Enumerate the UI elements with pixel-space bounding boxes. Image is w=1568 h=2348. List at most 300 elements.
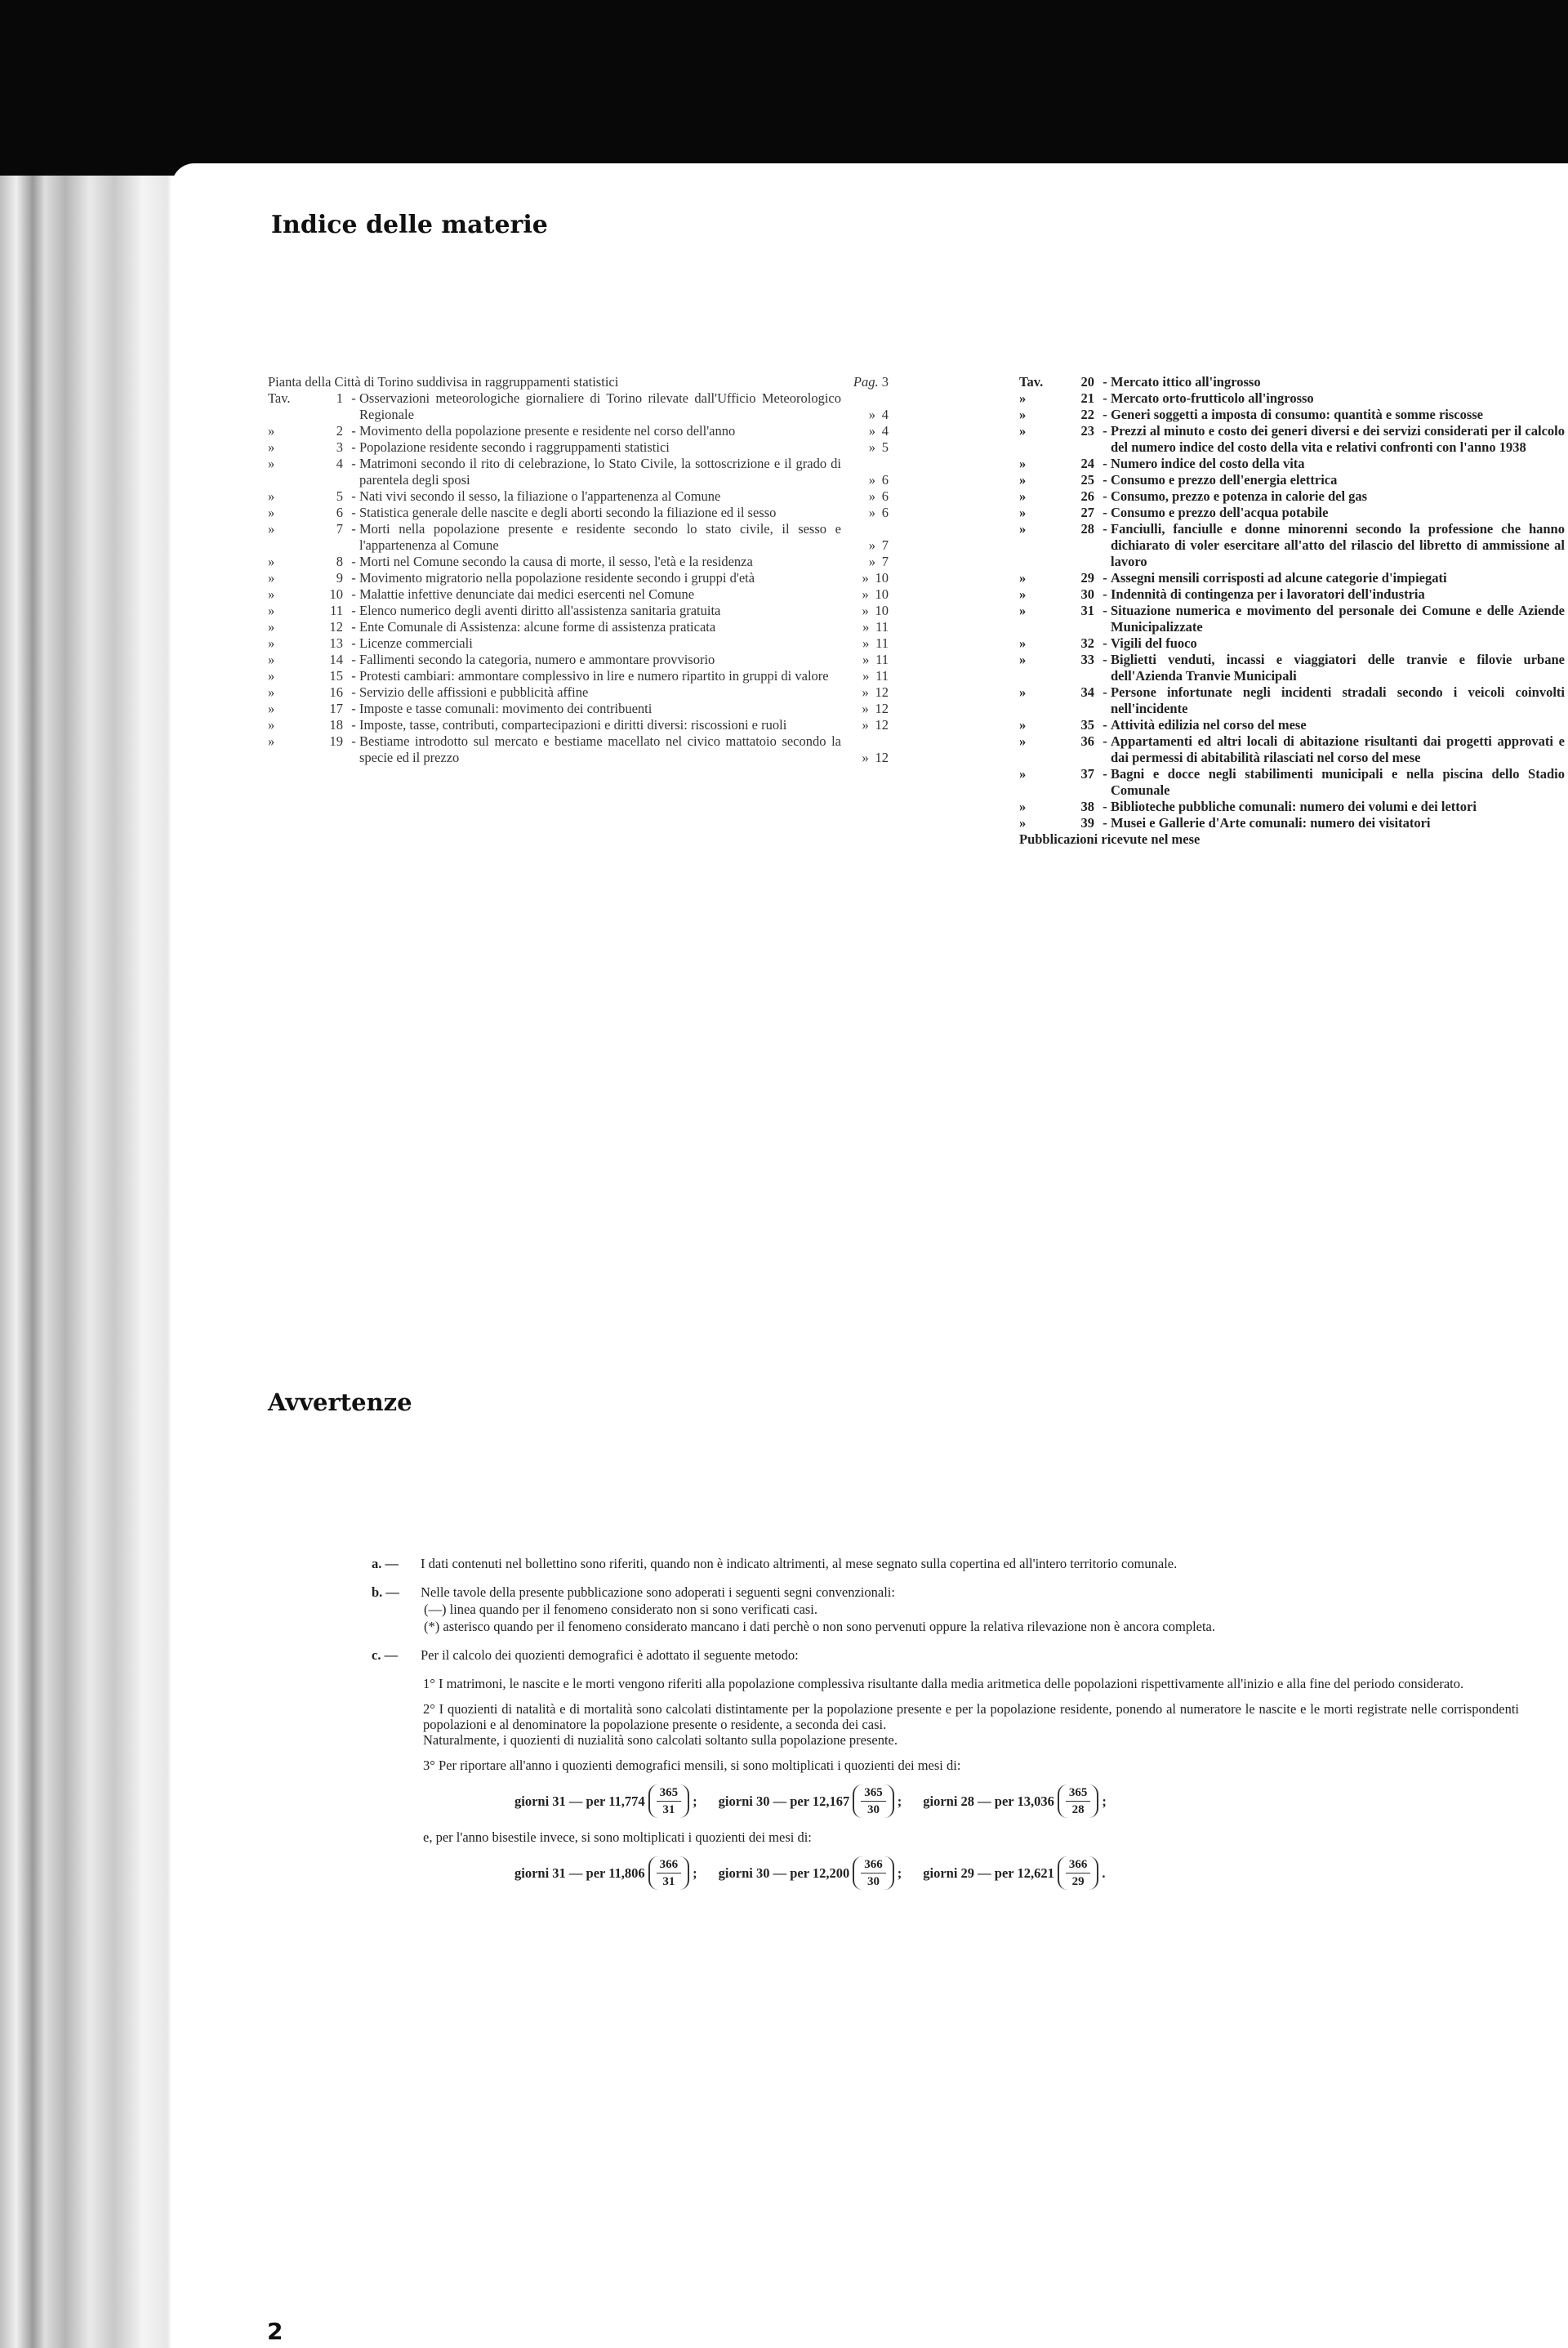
index-entry-text: Matrimoni secondo il rito di celebrazione, lo Stato Civile, la sottoscrizione e il grado di parentela degli sposi bbox=[359, 456, 841, 488]
tav-label: » bbox=[1019, 570, 1027, 586]
index-entry-text: Elenco numerico degli aventi diritto all'assistenza sanitaria gratuita bbox=[359, 603, 721, 618]
index-entry bbox=[268, 390, 889, 423]
index-entry-page bbox=[841, 586, 889, 603]
formula-label: giorni 31 — per 11,774 bbox=[514, 1793, 645, 1809]
index-entry-text: Imposte, tasse, contributi, compartecipazioni e diritti diversi: riscossioni e ruoli bbox=[359, 717, 787, 733]
fraction-numerator: 365 bbox=[1066, 1784, 1091, 1802]
entry-dash: - bbox=[351, 619, 356, 635]
page-guillemet: » bbox=[862, 684, 869, 700]
entry-dash: - bbox=[1102, 570, 1107, 586]
page-value: 11 bbox=[875, 635, 889, 651]
page-guillemet: » bbox=[868, 472, 875, 488]
tav-number: 26 bbox=[1080, 488, 1094, 504]
index-entry-text: Assegni mensili corrisposti ad alcune categorie d'impiegati bbox=[1111, 570, 1447, 586]
tav-number: 20 bbox=[1080, 374, 1094, 390]
tav-number: 39 bbox=[1080, 815, 1094, 831]
index-entry-text: Consumo e prezzo dell'acqua potabile bbox=[1111, 505, 1329, 520]
tav-label: » bbox=[1019, 603, 1027, 618]
entry-dash: - bbox=[351, 439, 356, 455]
fraction-numerator: 365 bbox=[657, 1784, 682, 1802]
index-entry bbox=[1019, 407, 1565, 423]
index-entry-text: Movimento migratorio nella popolazione residente secondo i gruppi d'età bbox=[359, 570, 755, 586]
index-entry-text: Ente Comunale di Assistenza: alcune forme di assistenza praticata bbox=[359, 619, 716, 635]
entry-dash: - bbox=[1102, 374, 1107, 390]
tav-number: 5 bbox=[336, 488, 343, 504]
note-b-mark: b. — bbox=[372, 1584, 399, 1600]
tav-number: 33 bbox=[1080, 652, 1094, 667]
page-value: 11 bbox=[875, 652, 889, 667]
index-entry-text: Biglietti venduti, incassi e viaggiatori delle tranvie e filovie urbane dell'Azienda Tranvie Municipali bbox=[1111, 652, 1565, 684]
entry-dash: - bbox=[351, 603, 356, 618]
formula-label: giorni 29 — per 12,621 bbox=[923, 1865, 1054, 1881]
index-entry-page bbox=[841, 423, 889, 439]
formula-row-leap-year bbox=[514, 1856, 1519, 1890]
tav-number: 38 bbox=[1080, 799, 1094, 814]
index-entry-text: Situazione numerica e movimento del personale dei Comune e delle Aziende Municipalizzate bbox=[1111, 603, 1565, 635]
index-entry bbox=[268, 505, 889, 521]
index-entry bbox=[1019, 390, 1565, 407]
index-entry-page bbox=[841, 488, 889, 505]
index-entry bbox=[1019, 521, 1565, 570]
tav-label: » bbox=[268, 701, 275, 716]
tav-number: 35 bbox=[1080, 717, 1094, 733]
note-c-point-1 bbox=[423, 1676, 1519, 1691]
tav-number: 2 bbox=[336, 423, 343, 439]
index-entry bbox=[1019, 717, 1565, 733]
note-a bbox=[372, 1556, 1519, 1573]
index-footer bbox=[1019, 831, 1565, 848]
entry-dash: - bbox=[1102, 472, 1107, 488]
page-value: 11 bbox=[875, 668, 889, 684]
index-entry bbox=[268, 521, 889, 554]
tav-number: 8 bbox=[336, 554, 343, 569]
tav-label: » bbox=[1019, 799, 1027, 814]
index-entry-pianta bbox=[268, 374, 889, 390]
scan-top-band bbox=[0, 0, 1568, 176]
index-footer-text: Pubblicazioni ricevute nel mese bbox=[1019, 831, 1200, 847]
index-entry-page bbox=[841, 570, 889, 586]
page-value: 10 bbox=[875, 603, 889, 618]
page-value: 12 bbox=[875, 701, 889, 716]
entry-dash: - bbox=[351, 488, 356, 504]
tav-label: » bbox=[1019, 815, 1027, 831]
formula-row-normal-year bbox=[514, 1784, 1519, 1818]
tav-number: 21 bbox=[1080, 390, 1094, 406]
index-entry-text: Consumo, prezzo e potenza in calorie del gas bbox=[1111, 488, 1368, 504]
page-value: 11 bbox=[875, 619, 889, 635]
pag-label: Pag. bbox=[853, 374, 879, 390]
index-entry bbox=[1019, 684, 1565, 717]
entry-dash: - bbox=[351, 717, 356, 733]
page-guillemet: » bbox=[862, 635, 870, 651]
page-guillemet: » bbox=[868, 505, 875, 520]
page-value: 6 bbox=[881, 472, 889, 488]
entry-dash: - bbox=[351, 456, 356, 471]
tav-label: » bbox=[268, 635, 275, 651]
index-entry bbox=[1019, 586, 1565, 603]
index-entry-page bbox=[841, 652, 889, 668]
note-c-point-4 bbox=[423, 1829, 1519, 1845]
entry-dash: - bbox=[1102, 684, 1107, 700]
tav-label: » bbox=[268, 733, 275, 749]
fraction-denominator: 30 bbox=[867, 1803, 880, 1816]
tav-number: 13 bbox=[329, 635, 343, 651]
note-c-2b-text: Naturalmente, i quozienti di nuzialità sono calcolati soltanto sulla popolazione presente. bbox=[423, 1732, 898, 1748]
page-value: 12 bbox=[875, 684, 889, 700]
index-entry-text: Bestiame introdotto sul mercato e bestiame macellato nel civico mattatoio secondo la specie ed il prezzo bbox=[359, 733, 841, 765]
tav-label: » bbox=[1019, 456, 1027, 471]
index-entry-text: Morti nella popolazione presente e residente secondo lo stato civile, il sesso e l'appartenenza al Comune bbox=[359, 521, 841, 553]
index-entry-text: Osservazioni meteorologiche giornaliere di Torino rilevate dall'Ufficio Meteorologico Regionale bbox=[359, 390, 841, 422]
index-entry-text: Attività edilizia nel corso del mese bbox=[1111, 717, 1307, 733]
index-entry-text: Fallimenti secondo la categoria, numero e ammontare provvisorio bbox=[359, 652, 715, 667]
index-entry bbox=[268, 554, 889, 570]
tav-number: 12 bbox=[329, 619, 343, 635]
note-c-2a-text: 2° I quozienti di natalità e di mortalità sono calcolati distintamente per la popolazione presente e per la popolazione residente, ponendo al numeratore le nascite e le morti registrate nelle corrispondenti popolazioni e al denominatore la popolazione presente o residente, a seconda dei casi. bbox=[423, 1701, 1519, 1732]
index-entry-text: Pianta della Città di Torino suddivisa in raggruppamenti statistici bbox=[268, 374, 619, 390]
entry-dash: - bbox=[1102, 652, 1107, 667]
note-c-4-text: e, per l'anno bisestile invece, si sono moltiplicati i quozienti dei mesi di: bbox=[423, 1829, 812, 1845]
index-entry bbox=[1019, 603, 1565, 635]
index-entry bbox=[1019, 652, 1565, 684]
tav-label: Tav. bbox=[1019, 374, 1044, 390]
tav-label: » bbox=[1019, 488, 1027, 504]
note-c bbox=[372, 1647, 1519, 1664]
tav-number: 32 bbox=[1080, 635, 1094, 651]
entry-dash: - bbox=[351, 505, 356, 520]
index-entry bbox=[268, 488, 889, 505]
tav-number: 31 bbox=[1080, 603, 1094, 618]
page-guillemet: » bbox=[862, 668, 870, 684]
fraction-denominator: 31 bbox=[662, 1803, 675, 1816]
tav-label: » bbox=[1019, 407, 1027, 422]
index-left-column bbox=[268, 374, 889, 766]
index-entry-text: Imposte e tasse comunali: movimento dei contribuenti bbox=[359, 701, 653, 716]
tav-number: 16 bbox=[329, 684, 343, 700]
entry-dash: - bbox=[1102, 390, 1107, 406]
page-guillemet: » bbox=[862, 717, 869, 733]
formula-separator: ; bbox=[897, 1793, 902, 1809]
index-entry bbox=[1019, 472, 1565, 488]
tav-number: 17 bbox=[329, 701, 343, 716]
page-guillemet: » bbox=[862, 619, 870, 635]
index-entry-text: Movimento della popolazione presente e residente nel corso dell'anno bbox=[359, 423, 736, 439]
tav-label: » bbox=[1019, 766, 1027, 782]
index-right-column bbox=[1019, 374, 1565, 848]
index-entry-text: Morti nel Comune secondo la causa di morte, il sesso, l'età e la residenza bbox=[359, 554, 753, 569]
index-entry-text: Statistica generale delle nascite e degli aborti secondo la filiazione ed il sesso bbox=[359, 505, 777, 520]
index-entry-page bbox=[841, 472, 889, 488]
formula-label: giorni 30 — per 12,200 bbox=[718, 1865, 850, 1881]
index-entry bbox=[268, 570, 889, 586]
index-entry bbox=[1019, 488, 1565, 505]
index-entry-page bbox=[841, 701, 889, 717]
index-entry bbox=[1019, 766, 1565, 799]
page-value: 7 bbox=[881, 537, 889, 553]
tav-number: 37 bbox=[1080, 766, 1094, 782]
index-entry bbox=[268, 684, 889, 701]
page-guillemet: » bbox=[862, 652, 870, 667]
formula-term bbox=[923, 1856, 1105, 1890]
entry-dash: - bbox=[1102, 815, 1107, 831]
note-c-3-text: 3° Per riportare all'anno i quozienti demografici mensili, si sono moltiplicati i quozienti dei mesi di: bbox=[423, 1758, 961, 1773]
index-entry bbox=[268, 586, 889, 603]
page-guillemet: » bbox=[868, 554, 875, 569]
entry-dash: - bbox=[1102, 505, 1107, 520]
tav-number: 29 bbox=[1080, 570, 1094, 586]
tav-label: » bbox=[1019, 505, 1027, 520]
tav-label: » bbox=[268, 439, 275, 455]
formula-term bbox=[923, 1784, 1107, 1818]
tav-label: » bbox=[268, 456, 275, 471]
fraction bbox=[1058, 1856, 1099, 1890]
index-entry-page bbox=[841, 554, 889, 570]
tav-label: » bbox=[268, 603, 275, 618]
index-entry bbox=[268, 668, 889, 684]
page-value: 12 bbox=[875, 717, 889, 733]
index-entry-text: Mercato ittico all'ingrosso bbox=[1111, 374, 1261, 390]
entry-dash: - bbox=[1102, 521, 1107, 537]
page-value: 7 bbox=[881, 554, 889, 569]
tav-number: 23 bbox=[1080, 423, 1094, 439]
page-guillemet: » bbox=[862, 586, 869, 602]
tav-label: » bbox=[268, 668, 275, 684]
index-entry-text: Nati vivi secondo il sesso, la filiazione o l'appartenenza al Comune bbox=[359, 488, 721, 504]
index-entry-text: Prezzi al minuto e costo dei generi diversi e dei servizi considerati per il calcolo del numero indice del costo della vita e relativi confronti con l'anno 1938 bbox=[1111, 423, 1565, 455]
formula-label: giorni 30 — per 12,167 bbox=[718, 1793, 850, 1809]
entry-dash: - bbox=[351, 684, 356, 700]
tav-label: » bbox=[1019, 635, 1027, 651]
tav-number: 28 bbox=[1080, 521, 1094, 537]
index-entry-page bbox=[841, 717, 889, 733]
fraction-denominator: 28 bbox=[1071, 1803, 1085, 1816]
index-entry-page bbox=[841, 603, 889, 619]
fraction-numerator: 366 bbox=[861, 1856, 886, 1873]
index-entry-text: Mercato orto-frutticolo all'ingrosso bbox=[1111, 390, 1314, 406]
tav-number: 10 bbox=[329, 586, 343, 602]
index-entry-text: Biblioteche pubbliche comunali: numero dei volumi e dei lettori bbox=[1111, 799, 1477, 814]
tav-label: » bbox=[268, 652, 275, 667]
note-b bbox=[372, 1584, 1519, 1636]
page-value: 12 bbox=[875, 750, 889, 765]
index-entry bbox=[268, 423, 889, 439]
index-right-entries bbox=[1019, 374, 1565, 831]
index-entry bbox=[1019, 423, 1565, 456]
tav-label: » bbox=[268, 505, 275, 520]
note-c-mark: c. — bbox=[372, 1647, 399, 1663]
index-entry bbox=[1019, 635, 1565, 652]
fraction bbox=[853, 1784, 894, 1818]
tav-label: » bbox=[1019, 390, 1027, 406]
page-guillemet: » bbox=[868, 423, 875, 439]
tav-number: 27 bbox=[1080, 505, 1094, 520]
entry-dash: - bbox=[351, 570, 356, 586]
index-entry bbox=[1019, 733, 1565, 766]
page-guillemet: » bbox=[862, 701, 869, 716]
fraction-numerator: 366 bbox=[657, 1856, 682, 1873]
index-entry-page bbox=[841, 439, 889, 456]
scan-page-edges bbox=[0, 176, 172, 2348]
fraction bbox=[648, 1784, 690, 1818]
tav-number: 30 bbox=[1080, 586, 1094, 602]
page-guillemet: » bbox=[862, 603, 869, 618]
tav-label: » bbox=[268, 423, 275, 439]
tav-number: 18 bbox=[329, 717, 343, 733]
index-entry-text: Popolazione residente secondo i raggruppamenti statistici bbox=[359, 439, 670, 455]
entry-dash: - bbox=[1102, 733, 1107, 749]
note-c-1-text: 1° I matrimoni, le nascite e le morti vengono riferiti alla popolazione complessiva risultante dalla media aritmetica delle popolazioni rispettivamente all'inizio e alla fine del periodo considerato. bbox=[423, 1676, 1464, 1691]
index-entry-text: Fanciulli, fanciulle e donne minorenni secondo la professione che hanno dichiarato di voler esercitare all'atto del rilascio del libretto di ammissione al lavoro bbox=[1111, 521, 1565, 569]
formula-separator: . bbox=[1102, 1865, 1106, 1881]
index-entry-page bbox=[841, 505, 889, 521]
entry-dash: - bbox=[1102, 603, 1107, 618]
note-b-intro: Nelle tavole della presente pubblicazione sono adoperati i seguenti segni convenzionali: bbox=[421, 1584, 895, 1600]
formula-separator: ; bbox=[693, 1865, 697, 1881]
avvertenze-notes bbox=[372, 1556, 1519, 1901]
index-entry-page bbox=[841, 684, 889, 701]
formula-label: giorni 31 — per 11,806 bbox=[514, 1865, 645, 1881]
fraction-denominator: 29 bbox=[1071, 1875, 1085, 1888]
note-a-mark: a. — bbox=[372, 1556, 399, 1571]
tav-label: » bbox=[1019, 521, 1027, 537]
entry-dash: - bbox=[351, 521, 356, 537]
page-guillemet: » bbox=[868, 439, 875, 455]
formula-label: giorni 28 — per 13,036 bbox=[923, 1793, 1054, 1809]
tav-label: » bbox=[268, 619, 275, 635]
index-entry bbox=[1019, 374, 1565, 390]
tav-label: » bbox=[268, 554, 275, 569]
index-entry bbox=[268, 652, 889, 668]
index-entry-page bbox=[841, 635, 889, 652]
note-a-text: I dati contenuti nel bollettino sono riferiti, quando non è indicato altrimenti, al mese segnato sulla copertina ed all'intero territorio comunale. bbox=[421, 1556, 1178, 1571]
index-title: Indice delle materie bbox=[271, 211, 548, 239]
tav-label: » bbox=[1019, 684, 1027, 700]
entry-dash: - bbox=[1102, 423, 1107, 439]
index-entry bbox=[1019, 505, 1565, 521]
entry-dash: - bbox=[351, 668, 356, 684]
page-value: 3 bbox=[881, 374, 889, 390]
tav-label: Tav. bbox=[268, 390, 291, 406]
index-entry bbox=[268, 603, 889, 619]
note-b-line2: (*) asterisco quando per il fenomeno considerato mancano i dati perchè o non sono pervenuti oppure la relativa rilevazione non è ancora completa. bbox=[424, 1619, 1216, 1634]
index-entry-text: Malattie infettive denunciate dai medici esercenti nel Comune bbox=[359, 586, 695, 602]
index-entry-text: Licenze commerciali bbox=[359, 635, 473, 651]
entry-dash: - bbox=[351, 652, 356, 667]
tav-number: 25 bbox=[1080, 472, 1094, 488]
index-entry bbox=[268, 733, 889, 766]
formula-term bbox=[719, 1784, 902, 1818]
formula-term bbox=[719, 1856, 902, 1890]
tav-number: 19 bbox=[329, 733, 343, 749]
note-b-line1: (—) linea quando per il fenomeno considerato non si sono verificati casi. bbox=[424, 1602, 818, 1617]
entry-dash: - bbox=[351, 554, 356, 569]
entry-dash: - bbox=[1102, 456, 1107, 471]
page-value: 6 bbox=[881, 505, 889, 520]
tav-label: » bbox=[268, 521, 275, 537]
tav-number: 15 bbox=[329, 668, 343, 684]
page-value: 6 bbox=[881, 488, 889, 504]
index-entry-text: Generi soggetti a imposta di consumo: quantità e somme riscosse bbox=[1111, 407, 1484, 422]
fraction bbox=[1058, 1784, 1099, 1818]
page-number: 2 bbox=[267, 2318, 283, 2345]
index-entry bbox=[268, 701, 889, 717]
index-entry-page bbox=[841, 407, 889, 423]
index-entry-page bbox=[841, 374, 889, 390]
fraction-numerator: 366 bbox=[1066, 1856, 1091, 1873]
entry-dash: - bbox=[1102, 488, 1107, 504]
index-entry-text: Vigili del fuoco bbox=[1111, 635, 1197, 651]
page-value: 10 bbox=[875, 586, 889, 602]
index-entry-text: Servizio delle affissioni e pubblicità affine bbox=[359, 684, 589, 700]
entry-dash: - bbox=[1102, 635, 1107, 651]
tav-label: » bbox=[268, 488, 275, 504]
entry-dash: - bbox=[1102, 586, 1107, 602]
formula-separator: ; bbox=[1102, 1793, 1107, 1809]
formula-term bbox=[514, 1784, 697, 1818]
index-entry-text: Appartamenti ed altri locali di abitazione risultanti dai progetti approvati e dai permessi di abitabilità rilasciati nel corso del mese bbox=[1111, 733, 1565, 765]
tav-label: » bbox=[1019, 652, 1027, 667]
tav-label: » bbox=[1019, 717, 1027, 733]
page-value: 10 bbox=[875, 570, 889, 586]
page-guillemet: » bbox=[868, 537, 875, 553]
index-entry-text: Numero indice del costo della vita bbox=[1111, 456, 1305, 471]
formula-term bbox=[514, 1856, 697, 1890]
fraction bbox=[853, 1856, 894, 1890]
tav-number: 34 bbox=[1080, 684, 1094, 700]
index-entry-page bbox=[841, 537, 889, 554]
entry-dash: - bbox=[351, 586, 356, 602]
tav-number: 7 bbox=[336, 521, 343, 537]
page-guillemet: » bbox=[868, 488, 875, 504]
index-entry bbox=[268, 717, 889, 733]
tav-number: 1 bbox=[336, 390, 343, 406]
index-left-entries bbox=[268, 390, 889, 766]
index-entry bbox=[268, 456, 889, 488]
tav-label: » bbox=[268, 570, 275, 586]
tav-number: 4 bbox=[336, 456, 343, 471]
tav-label: » bbox=[1019, 586, 1027, 602]
index-entry bbox=[1019, 570, 1565, 586]
note-c-point-3 bbox=[423, 1758, 1519, 1773]
index-entry-text: Protesti cambiari: ammontare complessivo in lire e numero ripartito in gruppi di valore bbox=[359, 668, 829, 684]
entry-dash: - bbox=[351, 390, 356, 406]
fraction-denominator: 30 bbox=[867, 1875, 880, 1888]
tav-label: » bbox=[1019, 423, 1027, 439]
index-entry bbox=[1019, 799, 1565, 815]
page-guillemet: » bbox=[862, 750, 869, 765]
fraction-numerator: 365 bbox=[861, 1784, 886, 1802]
index-entry-text: Persone infortunate negli incidenti stradali secondo i veicoli coinvolti nell'incidente bbox=[1111, 684, 1565, 716]
index-entry-text: Consumo e prezzo dell'energia elettrica bbox=[1111, 472, 1338, 488]
entry-dash: - bbox=[351, 733, 356, 749]
tav-label: » bbox=[268, 717, 275, 733]
formula-separator: ; bbox=[897, 1865, 902, 1881]
tav-number: 9 bbox=[336, 570, 343, 586]
index-entry bbox=[268, 439, 889, 456]
tav-number: 14 bbox=[329, 652, 343, 667]
note-c-point-2 bbox=[423, 1701, 1519, 1748]
index-entry-text: Indennità di contingenza per i lavoratori dell'industria bbox=[1111, 586, 1425, 602]
page-guillemet: » bbox=[868, 407, 875, 422]
entry-dash: - bbox=[351, 635, 356, 651]
tav-number: 22 bbox=[1080, 407, 1094, 422]
tav-label: » bbox=[1019, 733, 1027, 749]
tav-number: 36 bbox=[1080, 733, 1094, 749]
tav-number: 24 bbox=[1080, 456, 1094, 471]
entry-dash: - bbox=[1102, 407, 1107, 422]
index-entry-page bbox=[841, 668, 889, 684]
index-entry-page bbox=[841, 619, 889, 635]
